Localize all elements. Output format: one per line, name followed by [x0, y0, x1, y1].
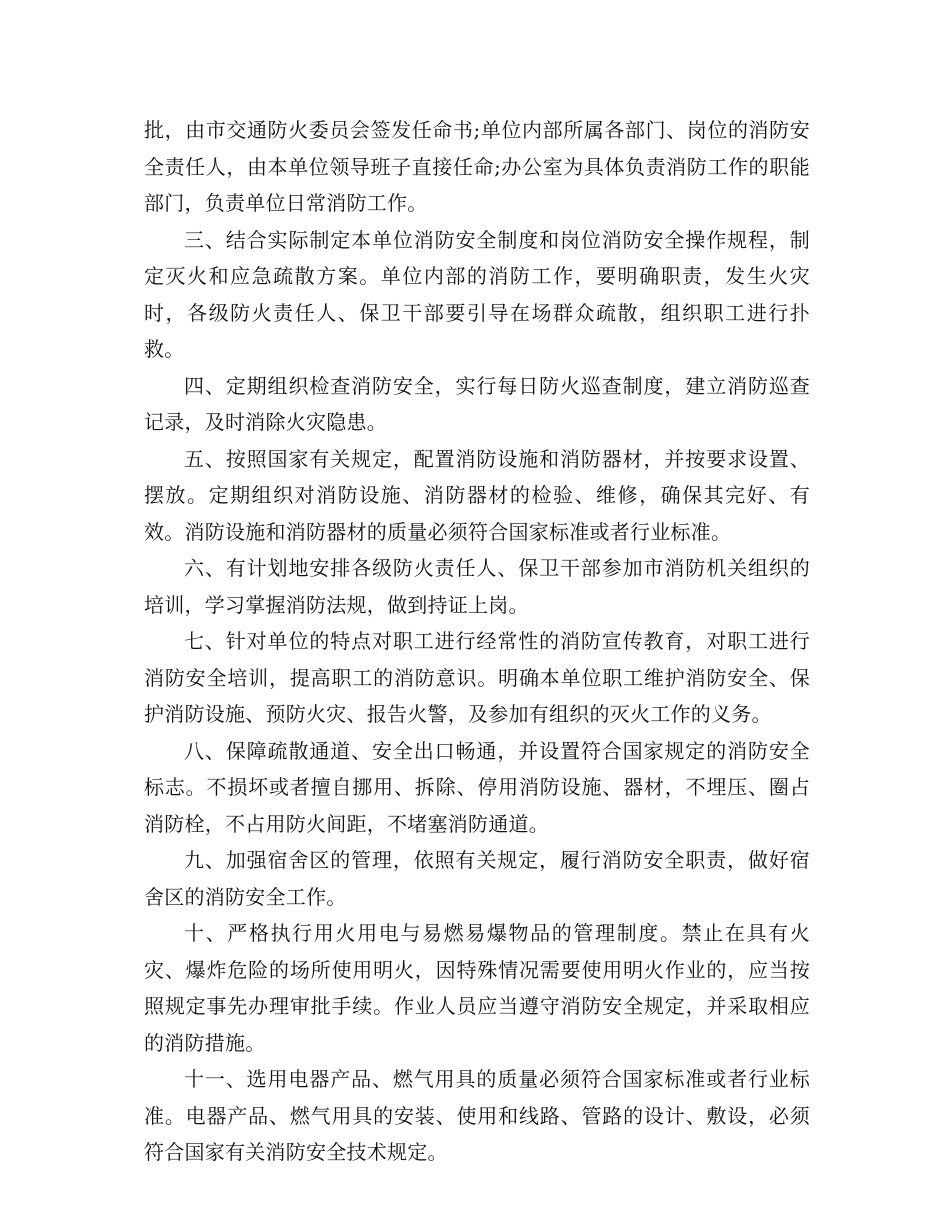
document-body	[144, 112, 810, 1171]
paragraph-item-10: 十、严格执行用火用电与易燃易爆物品的管理制度。禁止在具有火灾、爆炸危险的场所使用明火，因特殊情况需要使用明火作业的，应当按照规定事先办理审批手续。作业人员应当遵守消防安全规定，并采取相应的消防措施。	[144, 921, 810, 1055]
paragraph-item-7: 七、针对单位的特点对职工进行经常性的消防宣传教育，对职工进行消防安全培训，提高职工的消防意识。明确本单位职工维护消防安全、保护消防设施、预防火灾、报告火警，及参加有组织的灭火工作的义务。	[144, 629, 810, 726]
paragraph-item-4: 四、定期组织检查消防安全，实行每日防火巡查制度，建立消防巡查记录，及时消除火灾隐患。	[144, 373, 810, 434]
paragraph-item-8: 八、保障疏散通道、安全出口畅通，并设置符合国家规定的消防安全标志。不损坏或者擅自挪用、拆除、停用消防设施、器材，不埋压、圈占消防栓，不占用防火间距，不堵塞消防通道。	[144, 738, 810, 836]
paragraph-item-3: 三、结合实际制定本单位消防安全制度和岗位消防安全操作规程，制定灭火和应急疏散方案。单位内部的消防工作，要明确职责，发生火灾时，各级防火责任人、保卫干部要引导在场群众疏散，组织职工进行扑救。	[144, 227, 810, 361]
paragraph-item-5: 五、按照国家有关规定，配置消防设施和消防器材，并按要求设置、摆放。定期组织对消防设施、消防器材的检验、维修，确保其完好、有效。消防设施和消防器材的质量必须符合国家标准或者行业标准。	[144, 446, 810, 544]
paragraph-continuation: 批，由市交通防火委员会签发任命书;单位内部所属各部门、岗位的消防安全责任人，由本单位领导班子直接任命;办公室为具体负责消防工作的职能部门，负责单位日常消防工作。	[144, 118, 810, 215]
paragraph-item-9: 九、加强宿舍区的管理，依照有关规定，履行消防安全职责，做好宿舍区的消防安全工作。	[144, 848, 810, 909]
paragraph-item-11: 十一、选用电器产品、燃气用具的质量必须符合国家标准或者行业标准。电器产品、燃气用具的安装、使用和线路、管路的设计、敷设，必须符合国家有关消防安全技术规定。	[144, 1067, 810, 1164]
paragraph-item-6: 六、有计划地安排各级防火责任人、保卫干部参加市消防机关组织的培训，学习掌握消防法规，做到持证上岗。	[144, 556, 810, 617]
